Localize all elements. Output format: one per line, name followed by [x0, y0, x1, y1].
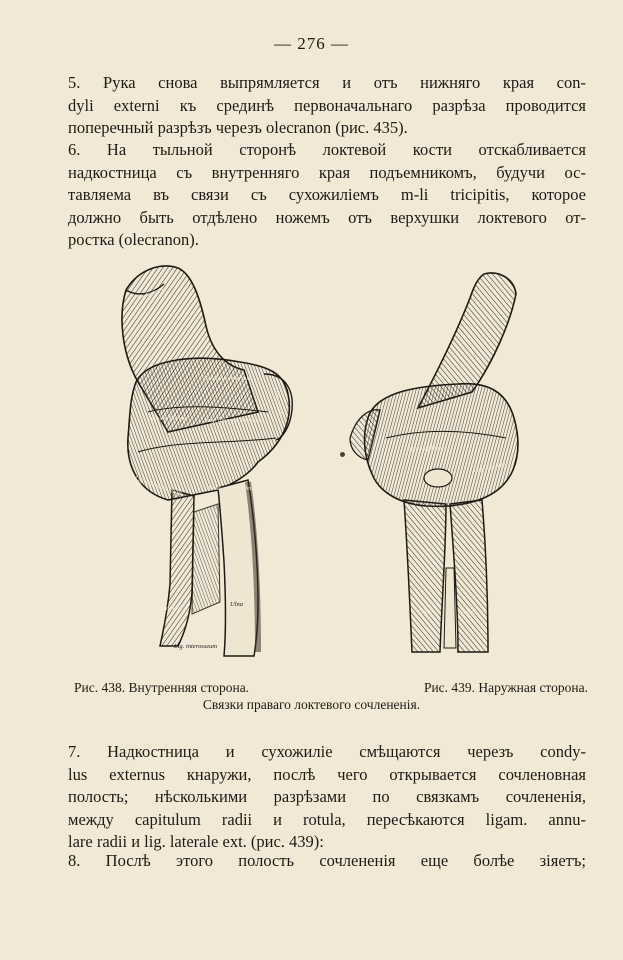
- page-number: — 276 —: [274, 34, 349, 53]
- caption-common: Связки праваго локтевого сочлененія.: [202, 697, 421, 712]
- elbow-outer-illustration: [346, 268, 546, 664]
- paragraph-7: [68, 741, 586, 854]
- label-radius: Radius: [162, 605, 181, 612]
- text-line: между capitulum radii и rotula, пересѣкаются ligam. annu-: [68, 809, 586, 829]
- text-line: 8. Послѣ этого полость сочлененія еще болѣе зіяетъ;: [68, 851, 586, 870]
- ink-speck: [340, 452, 345, 457]
- text-line: lare radii и lig. laterale ext. (рис. 439):: [68, 832, 324, 851]
- label-capsula-fibrosa: Capsula fibrosa: [404, 445, 446, 452]
- label-os-humeri: Os humeri: [136, 285, 165, 302]
- text-line: полость; нѣсколькими разрѣзами по связкамъ сочлененія,: [68, 787, 586, 806]
- label-ulna: Ulna: [418, 609, 431, 616]
- text-line: dyli externi къ срединѣ первоначальнаго разрѣза проводится: [68, 95, 586, 115]
- paragraph-8: [68, 850, 586, 873]
- paragraph-6: [68, 139, 586, 252]
- text-line: надкостница съ внутренняго края подъемникомъ, будучи ос-: [68, 162, 586, 182]
- caption-fig-438: Рис. 438. Внутренняя сторона.: [74, 680, 250, 695]
- label-proc-coronoideus: Proc. coronoideus: [208, 485, 256, 492]
- figure-area: [0, 262, 623, 667]
- elbow-inner-illustration: [108, 262, 313, 664]
- paragraph-5: [68, 72, 586, 140]
- text-line: тавляема въ связи съ сухожиліемъ m-li tricipitis, которое: [68, 185, 586, 204]
- text-line: 6. На тыльной сторонѣ локтевой кости отскабливается: [68, 140, 586, 159]
- label-radius: Radius: [458, 609, 477, 616]
- label-lig-annulare-radii: Lig. annulare radii: [133, 475, 183, 498]
- label-lig-interosseum: Lig. interosseum: [174, 643, 218, 650]
- text-line: поперечный разрѣзъ черезъ olecranon (рис. 435).: [68, 118, 408, 137]
- text-line: ростка (olecranon).: [68, 230, 199, 249]
- label-lig-laterale: Lig. laterale: [473, 461, 506, 474]
- label-olecranon: Olecranon: [272, 387, 284, 416]
- text-line: lus externus кнаружи, послѣ чего открывается сочленовная: [68, 764, 586, 784]
- label-capsula-fibrosa: Capsula fibrosa: [146, 415, 188, 422]
- label-ulna: Ulna: [230, 601, 243, 608]
- label-lig-laterale-internum: Lig. laterale internum: [206, 417, 264, 424]
- text-line: должно быть отдѣлено ножемъ отъ верхушки локтевого от-: [68, 207, 586, 227]
- text-line: 5. Рука снова выпрямляется и отъ нижняго края con-: [68, 73, 586, 92]
- caption-fig-439: Рис. 439. Наружная сторона.: [423, 680, 588, 695]
- text-line: 7. Надкостница и сухожиліе смѣщаются черезъ condy-: [68, 742, 586, 761]
- label-condylus-internus: Condylus internus: [203, 375, 251, 382]
